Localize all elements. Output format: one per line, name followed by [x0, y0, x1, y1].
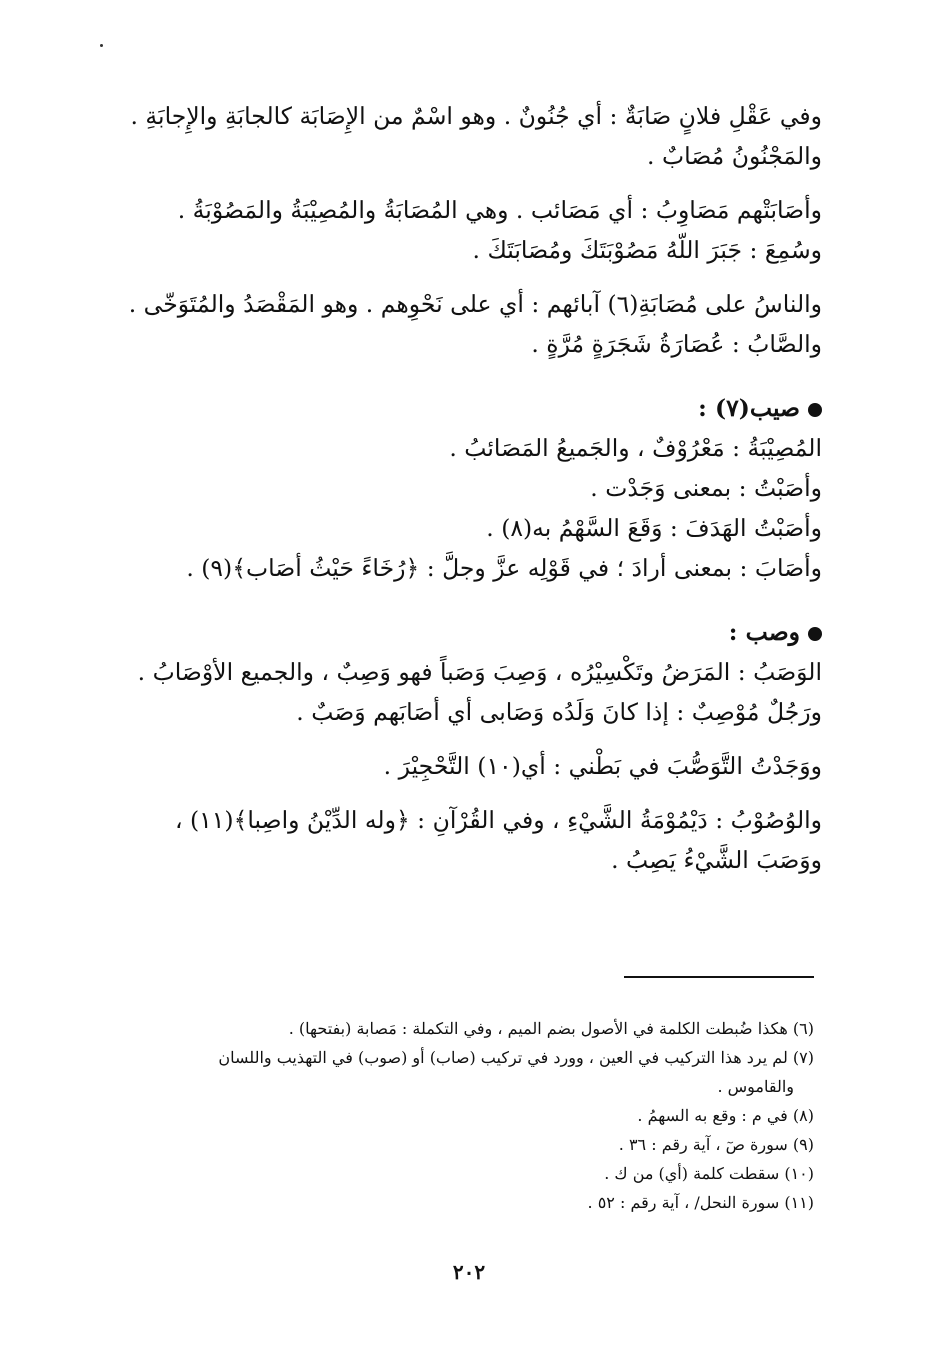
footnotes — [114, 1014, 814, 1217]
page-number: ٢٠٢ — [452, 1260, 486, 1284]
footnote-10: (١٠) سقطت كلمة (أي) من ك . — [604, 1164, 814, 1183]
section-wasab-paragraph-1 — [92, 652, 822, 732]
paragraph-1 — [92, 96, 822, 176]
text-line: ورَجُلٌ مُوْصِبٌ : إذا كانَ وَلَدُه وَصَابى أي أصَابَهم وَصَبٌ . — [296, 698, 822, 726]
main-text — [92, 96, 822, 880]
footnote-divider — [624, 976, 814, 978]
footnote-8: (٨) في م : وقع به السهمُ . — [637, 1106, 814, 1125]
text-line: وأصَبْتُ : بمعنى وَجَدْت . — [590, 474, 822, 502]
text-line: والصَّابُ : عُصَارَةُ شَجَرَةٍ مُرَّةٍ . — [531, 330, 822, 358]
bullet-icon — [808, 627, 822, 641]
footnote-11: (١١) سورة النحل/ ، آية رقم : ٥٢ . — [587, 1193, 814, 1212]
section-heading-sayb — [92, 388, 822, 428]
text-line: والمَجْنُونُ مُصَابٌ . — [647, 142, 822, 170]
footnote-6: (٦) هكذا ضُبطت الكلمة في الأصول بضم الميم ، وفي التكملة : مَصابة (بفتحها) . — [288, 1019, 814, 1038]
section-wasab-paragraph-3 — [92, 800, 822, 880]
text-line: وأصَبْتُ الهَدَفَ : وَقَعَ السَّهْمُ به(٨) . — [486, 514, 822, 542]
footnote-9: (٩) سورة صٓ ، آية رقم : ٣٦ . — [618, 1135, 814, 1154]
stray-dot — [100, 44, 103, 47]
text-line: ووَصَبَ الشَّيْءُ يَصِبُ . — [611, 846, 822, 874]
footnote-7-continuation: والقاموس . — [717, 1077, 794, 1096]
text-line: المُصِيْبَةُ : مَعْرُوْفٌ ، والجَميعُ المَصَائبُ . — [449, 434, 822, 462]
bullet-icon — [808, 403, 822, 417]
footnote-7: (٧) لم يرد هذا التركيب في العين ، وورد في تركيب (صاب) أو (صوب) في التهذيب واللسان — [218, 1048, 814, 1067]
section-wasab-paragraph-2 — [92, 746, 822, 786]
section-sayb-body — [92, 428, 822, 588]
text-line: والناسُ على مُصَابَةِ(٦) آبائهم : أي على نَحْوِهم . وهو المَقْصَدُ والمُتَوَخّى . — [128, 290, 822, 318]
text-line: وسُمِعَ : جَبَرَ اللّهُ مَصُوْبَتَكَ ومُصَابَتَكَ . — [472, 236, 822, 264]
text-line: ووَجَدْتُ التَّوَصُّبَ في بَطْني : أي(١٠) التَّحْجِيْرَ . — [383, 752, 822, 780]
text-line: والوُصُوْبُ : دَيْمُوْمَةُ الشَّيْءِ ، وفي القُرْآنِ : ﴿وله الدِّيْنُ واصِبا﴾(١١) ، — [174, 806, 822, 834]
paragraph-3 — [92, 284, 822, 364]
text-line: وأصَابَ : بمعنى أرادَ ؛ في قَوْلِه عزَّ وجلَّ : ﴿رُخَاءً حَيْثُ أصَاب﴾(٩) . — [186, 554, 822, 582]
text-line: وأصَابَتْهم مَصَاوِبُ : أي مَصَائب . وهي المُصَابَةُ والمُصِيْبَةُ والمَصُوْبَةُ . — [177, 196, 822, 224]
section-heading-text: صيب(٧) : — [698, 394, 800, 422]
paragraph-2 — [92, 190, 822, 270]
section-heading-wasab — [92, 612, 822, 652]
text-line: وفي عَقْلِ فلانٍ صَابَةٌ : أي جُنُونٌ . وهو اسْمٌ من الإِصَابَة كالجابَةِ والإِجابَةِ . — [130, 102, 822, 130]
section-heading-text: وصب : — [728, 618, 800, 646]
text-line: الوَصَبُ : المَرَضُ وتَكْسِيْرُه ، وَصِبَ وَصَباً فهو وَصِبٌ ، والجميع الأوْصَابُ . — [137, 658, 822, 686]
